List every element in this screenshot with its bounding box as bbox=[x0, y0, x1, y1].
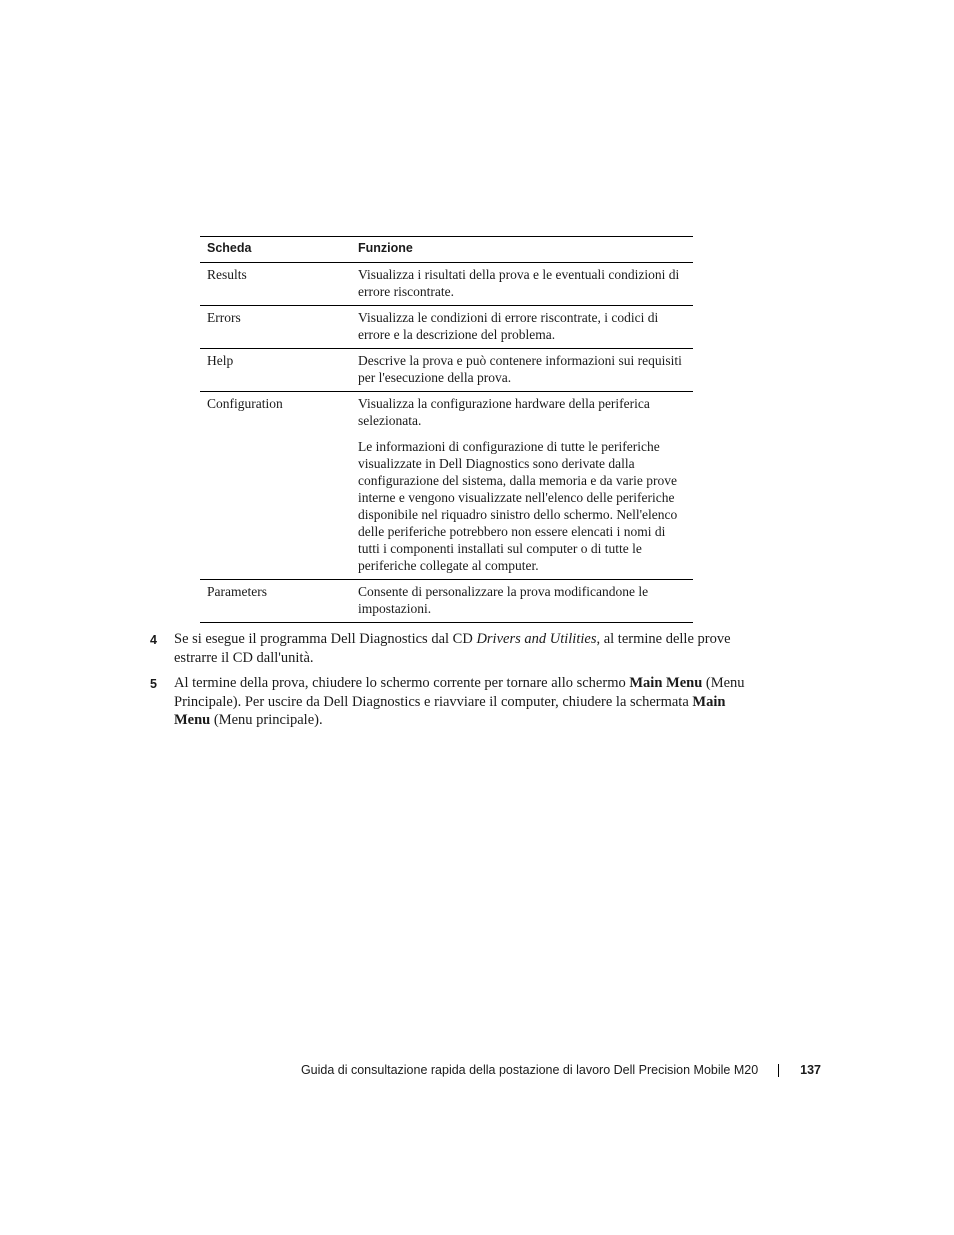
function-paragraph: Visualizza le condizioni di errore riscontrate, i codici di errore e la descrizione del problema. bbox=[358, 310, 659, 342]
step-text-part: (Menu principale). bbox=[210, 712, 323, 728]
table-row bbox=[200, 349, 693, 392]
table-row bbox=[200, 263, 693, 306]
step-text-part: Al termine della prova, chiudere lo schermo corrente per tornare allo schermo bbox=[174, 675, 630, 691]
cd-name: Drivers and Utilities bbox=[476, 631, 597, 647]
step-text-part: , al termine delle prove estrarre il CD dall'unità. bbox=[174, 631, 731, 666]
tab-name: Help bbox=[207, 353, 234, 368]
step-5 bbox=[150, 674, 750, 730]
footer-title: Guida di consultazione rapida della postazione di lavoro Dell Precision Mobile M20 bbox=[300, 1063, 759, 1077]
tab-name: Configuration bbox=[207, 396, 283, 411]
function-paragraph: Visualizza i risultati della prova e le eventuali condizioni di errore riscontrate. bbox=[358, 267, 680, 299]
tab-name: Parameters bbox=[207, 584, 267, 599]
function-paragraph: Visualizza la configurazione hardware della periferica selezionata. bbox=[358, 396, 650, 428]
table-row bbox=[200, 580, 693, 623]
function-paragraph: Le informazioni di configurazione di tutte le periferiche visualizzate in Dell Diagnostics sono derivate dalla configurazione del sistema, dalla memoria e da varie prove interne e vengono visualizzate nell'elenco delle periferiche disponibile nel riquadro sinistro dello schermo. Nell'elenco delle periferiche potrebbero non essere elencati i nomi di tutti i componenti installati sul computer o di tutte le periferiche collegate al computer. bbox=[358, 439, 678, 573]
page-footer bbox=[301, 1062, 821, 1078]
step-number: 4 bbox=[150, 633, 157, 647]
tab-function bbox=[358, 306, 693, 349]
step-text-part: (Menu Principale). Per uscire da Dell Diagnostics e riavviare il computer, chiudere la schermata bbox=[174, 675, 745, 710]
function-paragraph: Consente di personalizzare la prova modificandone le impostazioni. bbox=[358, 584, 649, 616]
test-tabs-table bbox=[200, 236, 693, 623]
header-funzione: Funzione bbox=[358, 241, 413, 255]
header-scheda: Scheda bbox=[207, 241, 252, 255]
tab-name: Results bbox=[207, 267, 247, 282]
table-row bbox=[200, 306, 693, 349]
test-tabs-table-container bbox=[200, 236, 693, 623]
step-text bbox=[174, 630, 750, 667]
step-number: 5 bbox=[150, 677, 157, 691]
table-row bbox=[200, 392, 693, 580]
table-header-row bbox=[200, 237, 693, 263]
main-menu-term: Main Menu bbox=[174, 693, 726, 728]
step-text bbox=[174, 674, 750, 730]
page-number: 137 bbox=[800, 1063, 821, 1077]
step-text-part: Se si esegue il programma Dell Diagnostics dal CD bbox=[174, 631, 477, 647]
function-paragraph: Descrive la prova e può contenere informazioni sui requisiti per l'esecuzione della prova. bbox=[358, 353, 682, 385]
tab-function bbox=[358, 263, 693, 306]
tab-function bbox=[358, 349, 693, 392]
step-4 bbox=[150, 630, 750, 667]
tab-name: Errors bbox=[207, 310, 241, 325]
footer-separator bbox=[778, 1064, 779, 1077]
main-menu-term: Main Menu bbox=[629, 675, 703, 691]
tab-function bbox=[358, 580, 693, 623]
tab-function bbox=[358, 392, 693, 580]
